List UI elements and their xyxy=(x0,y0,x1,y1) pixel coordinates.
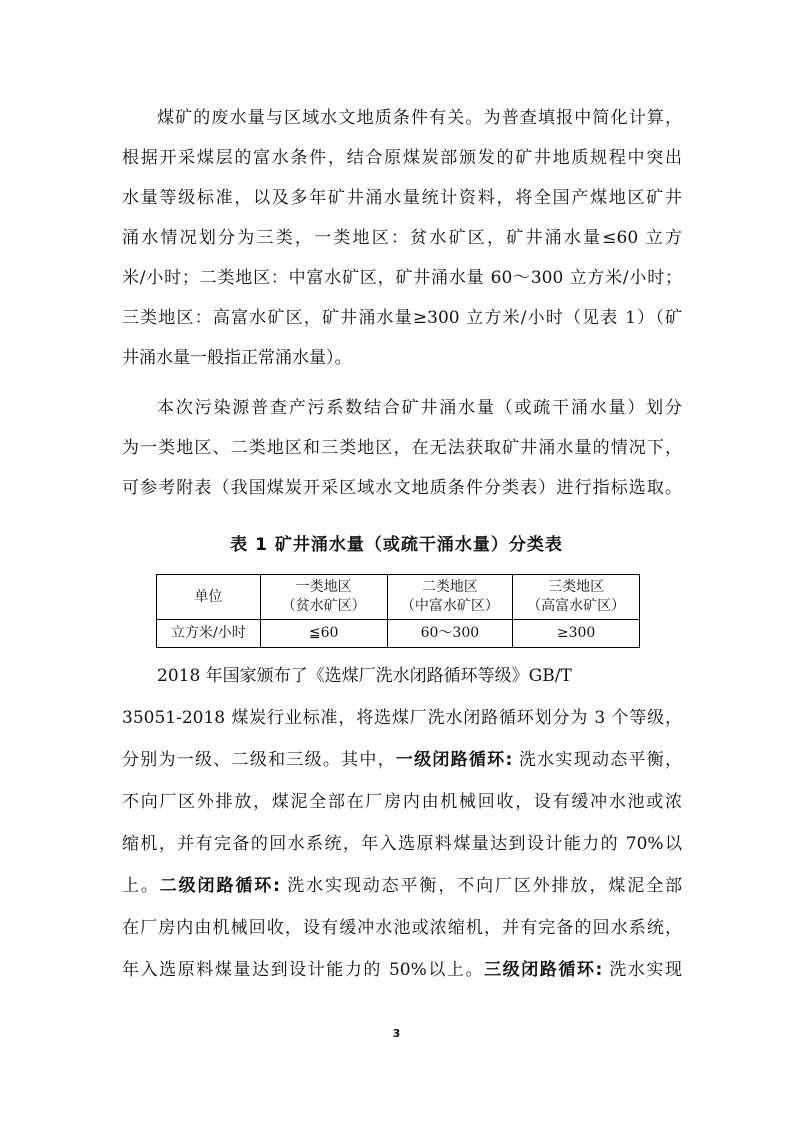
header-unit-label: 单位 xyxy=(194,588,223,605)
row-class-3-value: ≥300 xyxy=(513,620,640,648)
paragraph-3-line-8-text: 年入选原料煤量达到设计能力的 50%以上。 xyxy=(122,960,485,980)
paragraph-3-line-6 xyxy=(122,866,682,906)
level-1-term: 一级闭路循环: xyxy=(395,750,513,770)
paragraph-2-line-2: 为一类地区、二类地区和三类地区，在无法获取矿井涌水量的情况下， xyxy=(122,438,682,458)
header-class-3-cell xyxy=(513,575,640,620)
header-class-2-cell xyxy=(387,575,513,620)
paragraph-1-line-7: 井涌水量一般指正常涌水量）。 xyxy=(122,348,352,368)
table-title: 表 1 矿井涌水量（或疏干涌水量）分类表 xyxy=(230,535,563,555)
table-header-row xyxy=(157,575,640,620)
paragraph-3-line-7: 在厂房内由机械回收，设有缓冲水池或浓缩机，并有完备的回水系统， xyxy=(122,918,682,938)
page-number: 3 xyxy=(392,1027,401,1040)
header-class-3-desc: （高富水矿区） xyxy=(527,598,626,614)
header-class-1-cell xyxy=(260,575,387,620)
header-class-1-desc: （贫水矿区） xyxy=(281,598,366,614)
row-class-1-value: ≦60 xyxy=(260,620,387,648)
paragraph-1-line-6: 三类地区：高富水矿区，矿井涌水量≥300 立方米/小时（见表 1）（矿 xyxy=(122,308,682,328)
header-class-3-name: 三类地区 xyxy=(548,579,605,595)
paragraph-3-line-3-text: 分别为一级、二级和三级。其中， xyxy=(122,750,396,770)
paragraph-1-line-3: 水量等级标准，以及多年矿井涌水量统计资料，将全国产煤地区矿井 xyxy=(122,188,682,208)
header-unit-cell xyxy=(157,575,261,620)
level-2-term: 二级闭路循环: xyxy=(159,876,280,896)
paragraph-1-line-2: 根据开采煤层的富水条件，结合原煤炭部颁发的矿井地质规程中突出 xyxy=(122,148,682,168)
paragraph-2-line-3: 可参考附表（我国煤炭开采区域水文地质条件分类表）进行指标选取。 xyxy=(122,478,682,498)
header-class-2-desc: （中富水矿区） xyxy=(400,598,499,614)
paragraph-3-line-4: 不向厂区外排放，煤泥全部在厂房内由机械回收，设有缓冲水池或浓 xyxy=(122,792,682,812)
paragraph-3-line-8-tail: 洗水实现 xyxy=(602,960,682,980)
table-row xyxy=(157,620,640,648)
paragraph-3-line-2: 35051-2018 煤炭行业标准，将选煤厂洗水闭路循环划分为 3 个等级， xyxy=(122,708,682,728)
paragraph-1-line-1: 煤矿的废水量与区域水文地质条件有关。为普查填报中简化计算， xyxy=(157,108,682,128)
paragraph-1-line-5: 米/小时；二类地区：中富水矿区，矿井涌水量 60～300 立方米/小时； xyxy=(122,268,682,288)
row-class-2-value: 60～300 xyxy=(387,620,513,648)
classification-table xyxy=(156,574,640,648)
level-3-term: 三级闭路循环: xyxy=(484,960,603,980)
paragraph-3-line-8 xyxy=(122,950,682,990)
header-class-1-name: 一类地区 xyxy=(295,579,352,595)
paragraph-3-line-3-tail: 洗水实现动态平衡， xyxy=(512,750,682,770)
paragraph-3-line-1: 2018 年国家颁布了《选煤厂洗水闭路循环等级》GB/T xyxy=(157,666,572,686)
paragraph-3-line-3 xyxy=(122,740,682,780)
paragraph-2-line-1: 本次污染源普查产污系数结合矿井涌水量（或疏干涌水量）划分 xyxy=(157,398,682,418)
paragraph-3-line-5: 缩机，并有完备的回水系统，年入选原料煤量达到设计能力的 70%以 xyxy=(122,834,682,854)
paragraph-3-line-6-tail: 洗水实现动态平衡，不向厂区外排放，煤泥全部 xyxy=(279,876,682,896)
row-unit-cell: 立方米/小时 xyxy=(157,620,261,648)
paragraph-3-line-6-text: 上。 xyxy=(122,876,160,896)
header-class-2-name: 二类地区 xyxy=(421,579,478,595)
paragraph-1-line-4: 涌水情况划分为三类，一类地区：贫水矿区，矿井涌水量≤60 立方 xyxy=(122,228,682,248)
